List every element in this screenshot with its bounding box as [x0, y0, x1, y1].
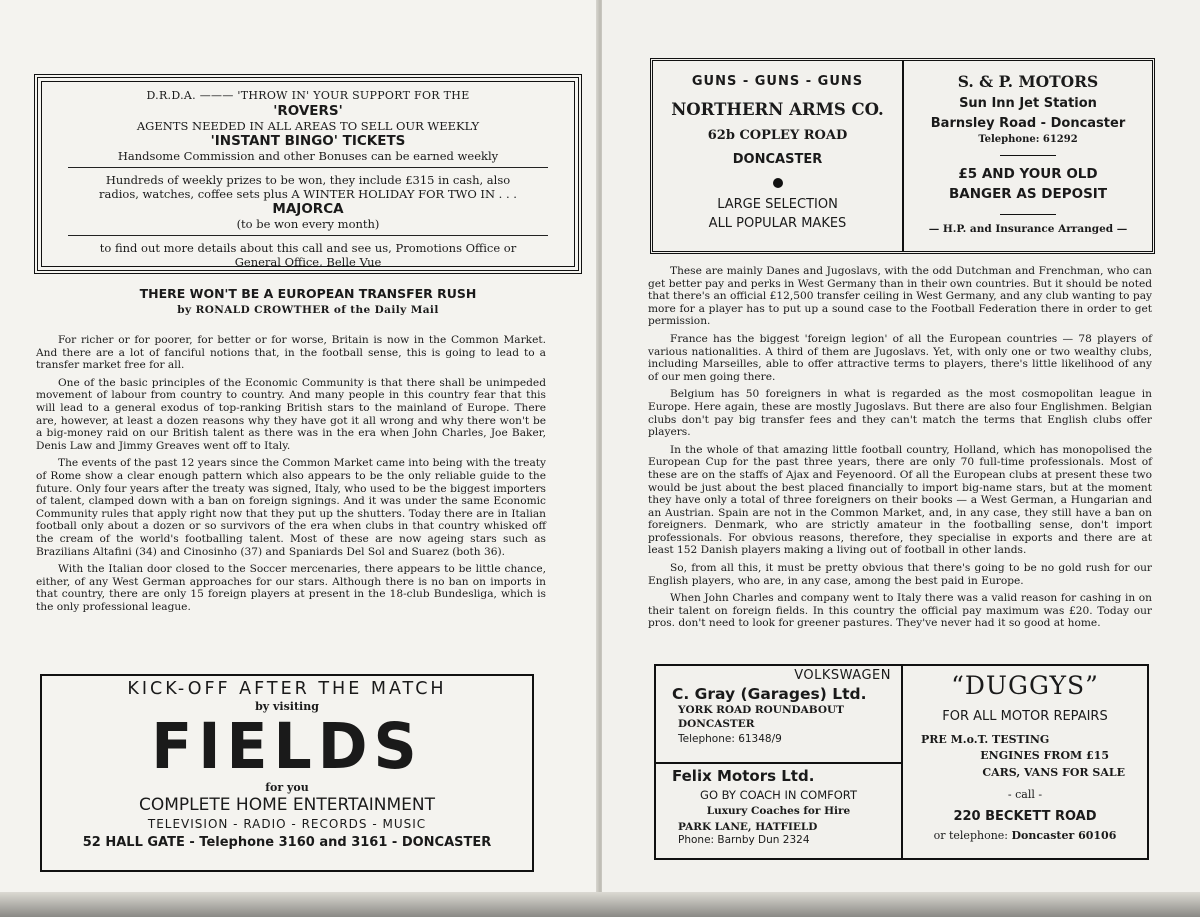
paragraph: For richer or for poorer, for better or for worse, Britain is now in the Common Market. And there are a lot of fanciful notions that, in the football sense, this is going to lead to a transfer market free for all. [36, 334, 546, 372]
duggys-address: 220 BECKETT ROAD [953, 809, 1097, 824]
divider [68, 235, 548, 236]
fields-advert [40, 674, 534, 872]
drda-bingo-advert [34, 74, 582, 274]
gray-address-line-1: YORK ROAD ROUNDABOUT [678, 704, 844, 716]
selection-text: LARGE SELECTION [717, 197, 838, 212]
visiting-text: by visiting [255, 700, 319, 713]
article-body-left [36, 334, 546, 618]
paragraph: With the Italian door closed to the Soccer mercenaries, there appears to be little chance, either, of any West German approaches for our stars. Although there is no ban on imports in that country, there are only 15 foreign players at present in the 18-club Bundesliga, which is the only professional league. [36, 563, 546, 613]
northern-arms-street: 62b COPLEY ROAD [707, 128, 848, 143]
monthly-text: (to be won every month) [236, 217, 380, 231]
duggys-phone [903, 829, 1147, 842]
gray-address-line-2: DONCASTER [678, 718, 755, 730]
details-line-1: to find out more details about this call and see us, Promotions Office or [99, 241, 517, 255]
agents-text: AGENTS NEEDED IN ALL AREAS TO SELL OUR WEEKLY [136, 119, 480, 133]
sp-motors-name: S. & P. MOTORS [957, 72, 1099, 91]
paragraph: France has the biggest 'foreign legion' of all the European countries — 78 players of various nationalities. A third of them are Jugoslavs. Yet, with only one or two wealthy clubs, including Marseilles, able to offer attractive terms to players, there's little likelihood of any of our men going there. [648, 332, 1152, 383]
duggys-call: - call - [1007, 788, 1043, 801]
felix-slogan: GO BY COACH IN COMFORT [700, 788, 857, 802]
felix-motors-advert [656, 764, 901, 846]
gray-garages-name: C. Gray (Garages) Ltd. [672, 685, 867, 703]
volkswagen-text: VOLKSWAGEN [794, 668, 891, 683]
sp-motors-advert [904, 61, 1152, 251]
offer-line-2: BANGER AS DEPOSIT [948, 186, 1108, 202]
bottom-right-advert [654, 664, 1149, 860]
services-text: TELEVISION - RADIO - RECORDS - MUSIC [147, 817, 427, 831]
paragraph: When John Charles and company went to Italy there was a valid reason for cashing in on their talent on foreign fields. In this country the official pay maximum was £20. Today our pros. don't need to look for greener pastures. They've never had it so good at home. [648, 592, 1152, 630]
hp-insurance-text: — H.P. and Insurance Arranged — [928, 223, 1128, 235]
garages-column [656, 666, 903, 858]
article-body-right [648, 265, 1152, 635]
felix-phone: Phone: Barnby Dun 2324 [678, 834, 810, 846]
duggys-advert [903, 666, 1147, 858]
drda-headline: D.R.D.A. ——— 'THROW IN' YOUR SUPPORT FOR THE [146, 89, 470, 102]
northern-arms-name: NORTHERN ARMS CO. [671, 100, 884, 119]
paragraph: Belgium has 50 foreigners in what is regarded as the most cosmopolitan league in Europe. Here again, these are mostly Jugoslavs. But there are also four Englishmen. Belgian clubs don't pay big transfer fees and they can't match the terms that English clubs offer players. [648, 388, 1152, 439]
kickoff-text: KICK-OFF AFTER THE MATCH [127, 679, 447, 699]
article-title: THERE WON'T BE A EUROPEAN TRANSFER RUSH [139, 286, 477, 301]
prizes-line-2: radios, watches, coffee sets plus A WINTER HOLIDAY FOR TWO IN . . . [99, 187, 517, 201]
paragraph: So, from all this, it must be pretty obvious that there's going to be no gold rush for our English players, who are, in any case, among the best paid in Europe. [648, 562, 1152, 587]
bingo-text: 'INSTANT BINGO' TICKETS [210, 133, 406, 149]
complete-entertainment-text: COMPLETE HOME ENTERTAINMENT [139, 795, 435, 815]
duggys-repairs: FOR ALL MOTOR REPAIRS [942, 709, 1108, 724]
duggys-phone-number: Doncaster 60106 [1011, 829, 1117, 842]
majorca-text: MAJORCA [272, 201, 344, 217]
prizes-line-1: Hundreds of weekly prizes to be won, they include £315 in cash, also [105, 173, 511, 187]
paragraph: In the whole of that amazing little football country, Holland, which has monopolised the European Cup for the past three years, there are only 70 full-time professionals. Most of these are on the staffs of Ajax and Feyenoord. Of all the European clubs at present these two would be just about the best placed financially to import big-name stars, but at the moment they have only a total of three foreigners on their books — a West German, a Hungarian and an Austrian. Spain are not in the Common Market, and, in any case, they still have a ban on foreigners. Denmark, who are strictly amateur in the footballing sense, don't import professionals. For obvious reasons, therefore, they specialise in exports and there are at least 152 Danish players making a living out of football in other lands. [648, 443, 1152, 557]
sp-motors-station: Sun Inn Jet Station [959, 96, 1097, 111]
commission-text: Handsome Commission and other Bonuses can be earned weekly [117, 149, 499, 163]
guns-text: GUNS - GUNS - GUNS [691, 74, 864, 89]
sp-motors-road: Barnsley Road - Doncaster [930, 116, 1126, 131]
felix-motors-name: Felix Motors Ltd. [672, 767, 815, 785]
left-page [0, 0, 598, 917]
makes-text: ALL POPULAR MAKES [708, 216, 847, 231]
duggys-phone-label: or telephone: [933, 829, 1008, 842]
paragraph: These are mainly Danes and Jugoslavs, with the odd Dutchman and Frenchman, who can get better pay and perks in West Germany than in their own countries. But it should be noted that there's an official £12,500 transfer ceiling in West Germany, and any club wanting to pay more for a player has to put up a sound case to the Football Federation there in order to get permission. [648, 265, 1152, 328]
divider [68, 167, 548, 168]
bullet-icon [773, 178, 783, 188]
duggys-mot: PRE M.o.T. TESTING [921, 733, 1050, 746]
divider [1000, 155, 1056, 156]
felix-address: PARK LANE, HATFIELD [678, 821, 818, 833]
gray-garages-advert [656, 666, 901, 764]
rovers-text: 'ROVERS' [273, 103, 343, 119]
page-bottom-edge [0, 892, 1200, 917]
paragraph: One of the basic principles of the Economic Community is that there shall be unimpeded movement of labour from country to country. And many people in this country fear that this will lead to a general exodus of top-ranking British stars to the mainland of Europe. There are, however, at least a dozen reasons why they have got it all wrong and why there won't be a big-money raid on our British talent as there was in the era when John Charles, Joe Baker, Denis Law and Jimmy Greaves went off to Italy. [36, 376, 546, 452]
offer-line-1: £5 AND YOUR OLD [958, 166, 1098, 182]
fields-address: 52 HALL GATE - Telephone 3160 and 3161 - DONCASTER [82, 835, 492, 850]
duggys-name: “DUGGYS” [951, 671, 1099, 700]
for-you-text: for you [265, 781, 309, 794]
fields-logo: FIELDS [151, 710, 423, 784]
duggys-cars: CARS, VANS FOR SALE [982, 766, 1125, 779]
sp-motors-telephone: Telephone: 61292 [978, 134, 1078, 145]
details-line-2: General Office, Belle Vue [234, 255, 382, 269]
divider [1000, 214, 1056, 215]
northern-arms-advert [653, 61, 904, 251]
northern-arms-town: DONCASTER [732, 152, 823, 167]
paragraph: The events of the past 12 years since the Common Market came into being with the treaty of Rome show a clear enough pattern which also appears to be the only reliable guide to the future. Only four years after the treaty was signed, Italy, who used to be the biggest importers of talent, clamped down with a ban on foreign signings. And it was under the same Economic Community rules that apply right now that they put up the shutters. Today there are in Italian football only about a dozen or so survivors of the era when clubs in that country whisked off the cream of the world's footballing talent. Most of these are now ageing stars such as Brazilians Altafini (34) and Cinosinho (37) and Spaniards Del Sol and Suarez (both 36). [36, 457, 546, 558]
top-right-advert [650, 58, 1155, 254]
gray-telephone: Telephone: 61348/9 [678, 733, 782, 745]
duggys-engines: ENGINES FROM £15 [980, 749, 1109, 762]
felix-hire-text: Luxury Coaches for Hire [706, 805, 851, 817]
article-byline: by RONALD CROWTHER of the Daily Mail [177, 304, 439, 316]
